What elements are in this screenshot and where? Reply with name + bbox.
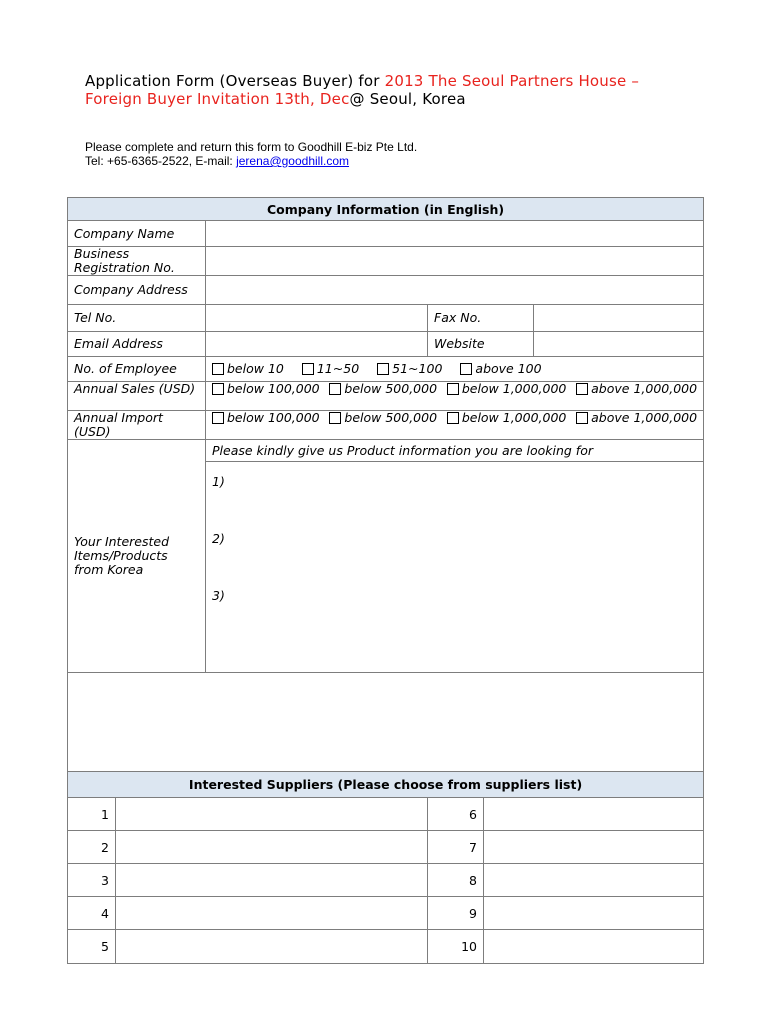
supplier-number-8: 8 bbox=[428, 864, 484, 897]
employee-option-3[interactable]: 51~100 bbox=[377, 362, 442, 376]
checkbox-icon[interactable] bbox=[447, 412, 459, 424]
checkbox-icon[interactable] bbox=[212, 412, 224, 424]
employees-options bbox=[206, 357, 704, 382]
company-name-label: Company Name bbox=[68, 221, 206, 247]
contact-tel: Tel: +65-6365-2522, E-mail: bbox=[85, 154, 237, 168]
checkbox-icon[interactable] bbox=[329, 412, 341, 424]
website-field[interactable] bbox=[534, 332, 704, 357]
email-address-field[interactable] bbox=[206, 332, 428, 357]
checkbox-icon[interactable] bbox=[447, 383, 459, 395]
import-option-2[interactable]: below 500,000 bbox=[329, 411, 437, 425]
company-address-field[interactable] bbox=[206, 276, 704, 305]
sales-option-3[interactable]: below 1,000,000 bbox=[447, 382, 567, 396]
checkbox-icon[interactable] bbox=[576, 412, 588, 424]
checkbox-icon[interactable] bbox=[377, 363, 389, 375]
website-label: Website bbox=[428, 332, 534, 357]
employee-option-1[interactable]: below 10 bbox=[212, 362, 284, 376]
annual-import-label: Annual Import (USD) bbox=[68, 411, 206, 440]
supplier-number-2: 2 bbox=[68, 831, 116, 864]
supplier-field-5[interactable] bbox=[116, 930, 428, 964]
supplier-field-4[interactable] bbox=[116, 897, 428, 930]
fax-field[interactable] bbox=[534, 305, 704, 332]
employee-option-2[interactable]: 11~50 bbox=[302, 362, 359, 376]
supplier-field-10[interactable] bbox=[484, 930, 704, 964]
product-item-1: 1) bbox=[212, 474, 225, 489]
business-registration-field[interactable] bbox=[206, 247, 704, 276]
title-part-1: Application Form (Overseas Buyer) for bbox=[85, 72, 385, 90]
title-event-name: 2013 The Seoul Partners House – Foreign Buyer Invitation 13th, Dec bbox=[85, 72, 640, 108]
email-address-label: Email Address bbox=[68, 332, 206, 357]
supplier-number-6: 6 bbox=[428, 798, 484, 831]
intro-text bbox=[85, 140, 417, 168]
employees-label: No. of Employee bbox=[68, 357, 206, 382]
product-prompt: Please kindly give us Product information you are looking for bbox=[206, 440, 704, 462]
supplier-number-3: 3 bbox=[68, 864, 116, 897]
supplier-field-7[interactable] bbox=[484, 831, 704, 864]
supplier-field-1[interactable] bbox=[116, 798, 428, 831]
company-address-label: Company Address bbox=[68, 276, 206, 305]
supplier-number-10: 10 bbox=[428, 930, 484, 964]
intro-line-1: Please complete and return this form to Goodhill E-biz Pte Ltd. bbox=[85, 140, 418, 154]
annual-sales-label: Annual Sales (USD) bbox=[68, 382, 206, 411]
product-list-field[interactable] bbox=[206, 462, 704, 673]
contact-email-link[interactable]: jerena@goodhill.com bbox=[236, 154, 350, 168]
supplier-number-9: 9 bbox=[428, 897, 484, 930]
supplier-number-1: 1 bbox=[68, 798, 116, 831]
checkbox-icon[interactable] bbox=[212, 383, 224, 395]
import-option-3[interactable]: below 1,000,000 bbox=[447, 411, 567, 425]
supplier-field-8[interactable] bbox=[484, 864, 704, 897]
fax-label: Fax No. bbox=[428, 305, 534, 332]
checkbox-icon[interactable] bbox=[212, 363, 224, 375]
supplier-number-4: 4 bbox=[68, 897, 116, 930]
sales-option-2[interactable]: below 500,000 bbox=[329, 382, 437, 396]
blank-section bbox=[68, 673, 704, 772]
company-name-field[interactable] bbox=[206, 221, 704, 247]
product-item-2: 2) bbox=[212, 531, 225, 546]
annual-import-options bbox=[206, 411, 704, 440]
sales-option-1[interactable]: below 100,000 bbox=[212, 382, 320, 396]
supplier-field-6[interactable] bbox=[484, 798, 704, 831]
company-info-header: Company Information (in English) bbox=[68, 198, 704, 221]
supplier-field-9[interactable] bbox=[484, 897, 704, 930]
supplier-number-7: 7 bbox=[428, 831, 484, 864]
import-option-4[interactable]: above 1,000,000 bbox=[576, 411, 697, 425]
annual-sales-options bbox=[206, 382, 704, 411]
checkbox-icon[interactable] bbox=[302, 363, 314, 375]
checkbox-icon[interactable] bbox=[329, 383, 341, 395]
product-item-3: 3) bbox=[212, 588, 225, 603]
application-form-table bbox=[67, 197, 704, 964]
suppliers-header: Interested Suppliers (Please choose from suppliers list) bbox=[68, 772, 704, 798]
business-registration-label: Business Registration No. bbox=[68, 247, 206, 276]
tel-label: Tel No. bbox=[68, 305, 206, 332]
supplier-field-2[interactable] bbox=[116, 831, 428, 864]
form-title bbox=[85, 72, 685, 108]
supplier-number-5: 5 bbox=[68, 930, 116, 964]
checkbox-icon[interactable] bbox=[460, 363, 472, 375]
checkbox-icon[interactable] bbox=[576, 383, 588, 395]
interested-products-label: Your Interested Items/Products from Korea bbox=[68, 440, 206, 673]
sales-option-4[interactable]: above 1,000,000 bbox=[576, 382, 697, 396]
tel-field[interactable] bbox=[206, 305, 428, 332]
supplier-field-3[interactable] bbox=[116, 864, 428, 897]
intro-line-2 bbox=[85, 154, 417, 168]
title-location: @ Seoul, Korea bbox=[349, 90, 466, 108]
import-option-1[interactable]: below 100,000 bbox=[212, 411, 320, 425]
employee-option-4[interactable]: above 100 bbox=[460, 362, 541, 376]
